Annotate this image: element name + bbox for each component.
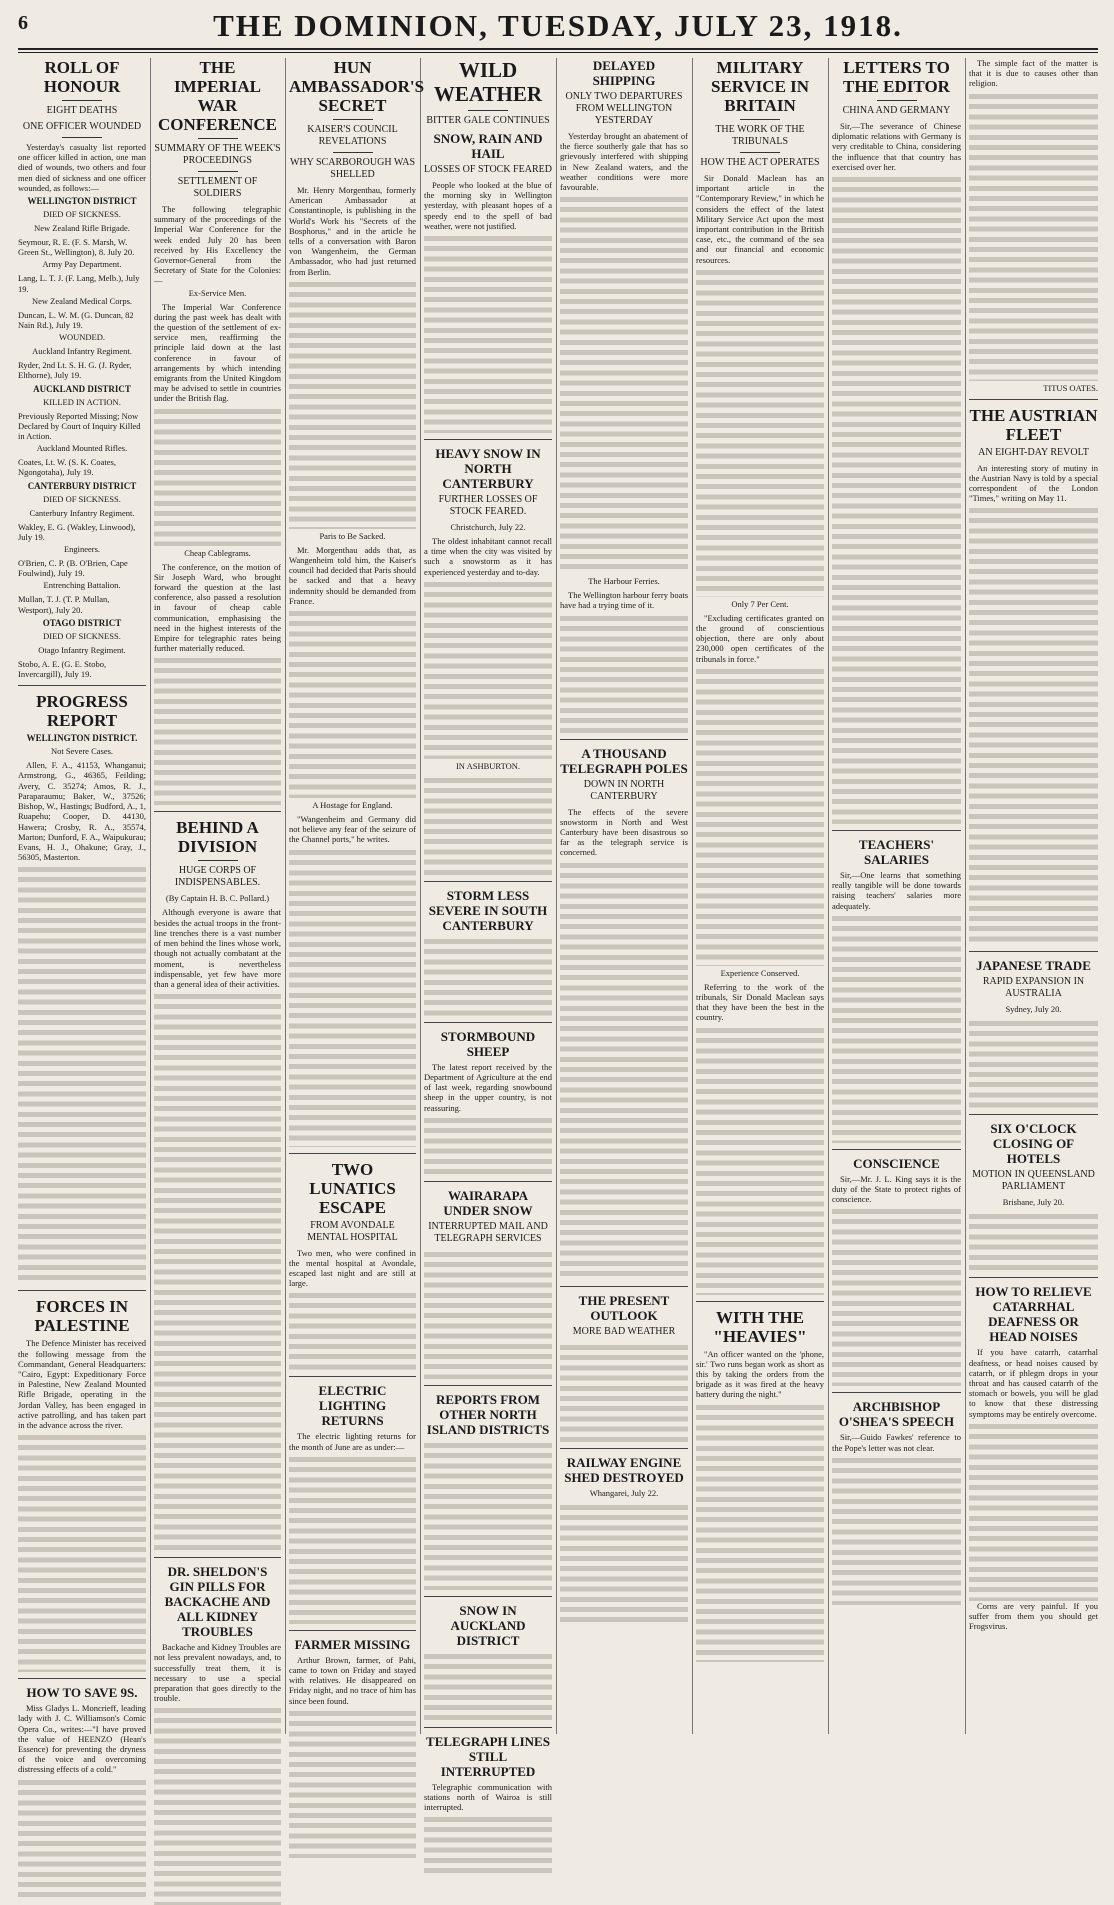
article-heading: DELAYED SHIPPING [592,58,656,88]
article-subheading: EIGHT DEATHS [46,105,118,116]
article-paragraph: Yesterday brought an abatement of the fierce southerly gale that has so grievously interfered with shipping in New Zealand waters, and the weather conditions were more favourable. [560,131,688,193]
letter-paragraph: Sir,—Guido Fawkes' reference to the Pope's letter was not clear. [832,1432,961,1453]
article-heading: SNOW, RAIN AND HAIL [433,131,543,161]
article-subheading: DOWN IN NORTH CANTERBURY [583,778,665,802]
casualty-entry: Coates, Lt. W. (S. K. Coates, Ngongotaha), July 19. [18,457,116,478]
text-column-block [832,1206,961,1386]
district-heading: CANTERBURY DISTRICT [27,480,137,491]
article-heading: TEACHERS' SALARIES [858,837,935,868]
text-column-block [560,1502,688,1622]
letter-paragraph: Sir,—One learns that something really tangible will be done towards raising teachers' salaries more adequately. [832,870,961,911]
casualty-category: KILLED IN ACTION. [43,396,121,407]
article-heading: THE AUSTRIAN FLEET [969,405,1098,444]
text-column-block [289,279,416,529]
article-paragraph: People who looked at the blue of the morning sky in Wellington yesterday, with pleasant hopes of a speedy end to the spell of bad weather, were not justified. [424,180,552,231]
text-column-block [154,655,281,805]
byline: Whangarei, July 22. [589,1487,659,1498]
advertisement-text: If you have catarrh, catarrhal deafness, or head noises caused by catarrh, or if phlegm drops in your throat and has caused catarrh of the stomach or bowels, you will be glad to know that these distressing symptoms may be entirely overcome. [969,1347,1098,1419]
article-heading: JAPANESE TRADE [976,958,1091,974]
advertisement-heading: DR. SHELDON'S GIN PILLS FOR BACKACHE AND ALL KIDNEY TROUBLES [164,1564,271,1640]
article-subheading: INTERRUPTED MAIL AND TELEGRAPH SERVICES [428,1220,548,1244]
article-paragraph: Although everyone is aware that besides the actual troops in the front-line trenches there is a vast number of men behind the lines whose work, though not actually combatant at the moment, is nevertheless indispensable, yet few have more than a general idea of their activities. [154,907,281,989]
text-column-block [696,1402,824,1662]
letter-paragraph: Sir,—The severance of Chinese diplomatic relations with Germany is very creditable to China, considering the influence that that country has exercised over her. [832,121,961,172]
masthead [18,6,1098,46]
text-column-block [696,1025,824,1295]
casualty-entry: Stobo, A. E. (G. E. Stobo, Invercargill), July 19. [18,658,107,680]
text-column-block [969,1018,1098,1108]
article-heading: PROGRESS REPORT [36,692,128,731]
unit-name: Entrenching Battalion. [43,580,121,591]
article-subheading: THE WORK OF THE TRIBUNALS [715,124,805,147]
article-heading: TELEGRAPH LINES STILL INTERRUPTED [426,1733,550,1779]
article-heading: REPORTS FROM OTHER NORTH ISLAND DISTRICTS [426,1391,550,1437]
text-column-block [969,1211,1098,1271]
masthead-rule [18,48,1098,50]
article-subheading: ONLY TWO DEPARTURES FROM WELLINGTON YESTERDAY [565,91,683,126]
masthead-rule-thin [18,52,1098,53]
article-paragraph: The effects of the severe snowstorm in North and West Canterbury have been disastrous so far as the telegraph service is concerned. [560,806,688,858]
section-heading: A Hostage for England. [312,800,393,811]
article-heading: SIX O'CLOCK CLOSING OF HOTELS [990,1121,1077,1167]
district-heading: WELLINGTON DISTRICT. [26,733,138,744]
article-subheading: RAPID EXPANSION IN AUSTRALIA [982,976,1085,1000]
column-4 [424,58,552,1813]
article-subheading: CHINA AND GERMANY [842,105,951,116]
section-heading: Only 7 Per Cent. [731,598,789,609]
casualty-entry: Mullan, T. J. (T. P. Mullan, Westport), July 20. [18,594,110,615]
article-heading: THE IMPERIAL WAR CONFERENCE [157,58,277,134]
column-divider [692,58,693,1734]
column-divider [828,58,829,1734]
article-heading: ROLL OF HONOUR [43,58,121,96]
article-paragraph: "Excluding certificates granted on the ground of conscientious objection, there are only about 230,000 open certificates of the tribunals in force." [696,612,824,664]
byline: (By Captain H. B. C. Pollard.) [165,893,270,904]
text-column-block [18,1777,146,1897]
article-paragraph: The oldest inhabitant cannot recall a time when the city was visited by such a snowstorm as it has experienced yesterday and to-day. [424,536,552,577]
article-heading: TWO LUNATICS ESCAPE [309,1159,396,1217]
byline: Christchurch, July 22. [450,522,526,533]
text-column-block [969,91,1098,381]
article-heading: A THOUSAND TELEGRAPH POLES [560,745,688,776]
article-paragraph: Referring to the work of the tribunals, Sir Donald Maclean says that they have been the best in the country. [696,981,824,1023]
article-paragraph: Two men, who were confined in the mental hospital at Avondale, escaped last night and are still at large. [289,1247,416,1289]
article-paragraph: The electric lighting returns for the month of June are as under:— [289,1431,416,1452]
district-heading: OTAGO DISTRICT [42,617,122,628]
section-heading: Cheap Cablegrams. [184,547,251,558]
casualty-entry: Seymour, R. E. (F. S. Marsh, W. Green St., Wellington), 8. July 20. [18,237,135,258]
text-column-block [154,1705,281,1905]
newspaper-title: THE DOMINION, TUESDAY, JULY 23, 1918. [213,8,903,43]
article-paragraph: "Wangenheim and Germany did not believe any fear of the seizure of the Channel ports," he writes. [289,814,416,845]
unit-name: Otago Infantry Regiment. [38,644,126,655]
article-heading: HUN AMBASSADOR'S SECRET [289,58,425,115]
article-subheading: SETTLEMENT OF SOLDIERS [177,176,258,199]
article-subheading: KAISER'S COUNCIL REVELATIONS [307,124,398,147]
article-heading: WAIRARAPA UNDER SNOW [443,1187,533,1218]
article-paragraph: Allen, F. A., 41153, Whanganui; Armstrong, G., 46365, Feilding; Avery, C. 35274; Amos, R. J., Paraparaumu; Baker, W., 37526; Bishop, W., Hastings; Budford, A., 1, Ruapehu; Cooper, D. 44130, Hawera; Crosby, R. A., 35574, Marton; Dunford, F. A., Waipukurau; Evans, H. J., Ohakune; Gray, J., 56305, Masterton. [18,760,146,863]
article-heading: FARMER MISSING [294,1636,411,1652]
article-paragraph: Arthur Brown, farmer, of Pahi, came to town on Friday and stayed with relatives. He disappeared on Friday night, and no trace of him has since been found. [289,1654,416,1706]
text-column-block [969,505,1098,945]
article-subheading: ONE OFFICER WOUNDED [22,121,142,132]
article-paragraph: Yesterday's casualty list reported one officer killed in action, one man died of wounds, two others and four men died of sickness and one officer wounded, as follows:— [18,142,146,193]
text-column-block [424,936,552,1016]
article-paragraph: Mr. Henry Morgenthau, formerly American Ambassador at Constantinople, is publishing in the World's Work his "Secrets of the Bosphorus," and in the article he tells of a conversation with Baron von Wangenheim, the German Ambassador, who had just returned from Berlin. [289,185,416,277]
text-column-block [424,579,552,759]
text-column-block [424,1814,552,1874]
text-column-block [560,194,688,574]
article-paragraph: The Defence Minister has received the following message from the Commandant, General Headquarters: "Cairo, Egypt: Expeditionary Force in Palestine, New Zealand Mounted Rifle Brigade, operating in the Jordan Valley, has been engaged in active patrolling, and has taken part in the advance across the river. [18,1338,146,1430]
text-column-block [832,913,961,1143]
section-heading: The Harbour Ferries. [588,576,660,587]
article-paragraph: The Imperial War Conference during the past week has dealt with the question of the settlement of ex-service men, reaffirming the principle laid down at the last conference in favour of arrangements by which intending emigrants from the United Kingdom may be advised to settle in countries under the British flag. [154,301,281,404]
article-subheading: HOW THE ACT OPERATES [700,157,820,168]
casualty-category: DIED OF SICKNESS. [43,630,121,641]
column-2 [154,58,281,1734]
text-column-block [18,1432,146,1672]
casualty-entry: O'Brien, C. P. (B. O'Brien, Cape Foulwind), July 19. [18,558,128,579]
column-6 [696,58,824,1734]
section-heading: Experience Conserved. [720,967,800,978]
article-paragraph: The conference, on the motion of Sir Joseph Ward, who brought forward the question at the last conference, also passed a resolution in favour of cheap cable communication, emphasising the need in the highest interests of the Empire for telegraphic rates being further materially reduced. [154,561,281,654]
unit-name: New Zealand Medical Corps. [31,295,133,306]
byline: Brisbane, July 20. [1002,1197,1065,1208]
unit-name: Canterbury Infantry Regiment. [29,507,135,518]
article-subheading: WHY SCARBOROUGH WAS SHELLED [289,157,415,180]
text-column-block [832,174,961,824]
article-subheading: MOTION IN QUEENSLAND PARLIAMENT [972,1169,1095,1193]
text-column-block [832,1455,961,1605]
article-subheading: SUMMARY OF THE WEEK'S PROCEEDINGS [154,143,281,166]
article-heading: BEHIND A DIVISION [176,818,259,857]
casualty-entry: Wakley, E. G. (Wakley, Linwood), July 19. [18,521,136,542]
text-column-block [560,1342,688,1442]
column-7 [832,58,961,1734]
article-subheading: LOSSES OF STOCK FEARED [424,164,552,175]
text-column-block [424,775,552,875]
district-heading: AUCKLAND DISTRICT [33,383,131,394]
column-5 [560,58,688,1734]
article-subheading: FURTHER LOSSES OF STOCK FEARED. [438,494,538,518]
article-heading: WILD WEATHER [433,58,543,106]
advertisement-text: Corns are very painful. If you suffer from them you should get Frogsvirus. [969,1600,1098,1632]
article-paragraph: The latest report received by the Department of Agriculture at the end of last week, regarding snowbound sheep in the upper country, is not reassuring. [424,1061,552,1113]
casualty-category: Not Severe Cases. [50,746,114,757]
text-column-block [560,860,688,1280]
casualty-entry: Ryder, 2nd Lt. S. H. G. (J. Ryder, Elthorne), July 19. [18,360,132,381]
article-heading: RAILWAY ENGINE SHED DESTROYED [564,1454,684,1485]
text-column-block [289,608,416,798]
text-column-block [154,991,281,1551]
advertisement-text: Miss Gladys L. Moncrieff, leading lady with J. C. Williamson's Comic Opera Co., writes:—"I have proved the value of HEENZO (Hean's Essence) for preventing the dryness of the voice and overcoming distressing effects of a cold." [18,1703,146,1775]
column-divider [420,58,421,1734]
article-paragraph: Telegraphic communication with stations north of Wairoa is still interrupted. [424,1781,552,1813]
unit-name: Auckland Mounted Rifles. [36,443,128,454]
text-column-block [424,1440,552,1590]
column-8 [969,58,1098,1734]
page-number: 6 [18,12,28,34]
text-column-block [560,613,688,733]
text-column-block [696,666,824,966]
unit-name: Engineers. [63,544,101,555]
text-column-block [289,1708,416,1858]
article-heading: STORM LESS SEVERE IN SOUTH CANTERBURY [428,887,548,933]
returns-table [289,1454,416,1624]
article-heading: ELECTRIC LIGHTING RETURNS [318,1383,387,1429]
article-heading: MILITARY SERVICE IN BRITAIN [710,58,810,115]
column-divider [285,58,286,1734]
casualty-entry: Lang, L. T. J. (F. Lang, Melb.), July 19. [18,273,140,294]
article-paragraph: The Wellington harbour ferry boats have had a trying time of it. [560,590,689,611]
letter-signature: TITUS OATES. [1043,382,1098,393]
article-paragraph: Sir Donald Maclean has an important article in the "Contemporary Review," in which he considers the effect of the latest Military Service Act upon the most important contribution in the British case, etc., the command of the sea and our financial and economic resources. [696,173,824,265]
letter-paragraph: The simple fact of the matter is that it is due to causes other than religion. [969,58,1098,89]
byline: Sydney, July 20. [1005,1004,1062,1015]
unit-name: New Zealand Rifle Brigade. [34,223,130,234]
text-column-block [154,406,281,546]
casualty-category: DIED OF SICKNESS. [43,493,121,504]
text-column-block [289,847,416,1147]
article-heading: LETTERS TO THE EDITOR [843,58,950,96]
article-heading: THE PRESENT OUTLOOK [578,1292,670,1323]
district-heading: WELLINGTON DISTRICT [27,196,137,207]
text-column-block [18,864,146,1284]
column-divider [965,58,966,1734]
section-heading: Paris to Be Sacked. [319,530,386,541]
article-heading: WITH THE "HEAVIES" [713,1307,807,1346]
advertisement-heading: HOW TO RELIEVE CATARRHAL DEAFNESS OR HEAD NOISES [975,1284,1092,1345]
article-paragraph: An interesting story of mutiny in the Austrian Navy is told by a special correspondent of the London "Times," writing on May 11. [969,462,1098,504]
article-paragraph: Mr. Morgenthau adds that, as Wangenheim told him, the Kaiser's council had decided that Paris should be sacked and that a heavy indemnity should be demanded from France. [289,544,416,606]
text-column-block [424,233,552,433]
section-heading: Ex-Service Men. [188,287,247,298]
article-paragraph: The following telegraphic summary of the proceedings of the Imperial War Conference for the week ended July 20 has been received by His Excellency the Governor-General from the Secretary of State for the Colonies:— [154,204,281,286]
article-heading: FORCES IN PALESTINE [34,1297,130,1336]
text-column-block [969,1421,1098,1601]
section-heading: IN ASHBURTON. [455,760,521,771]
casualty-entry: Duncan, L. W. M. (G. Duncan, 82 Nain Rd.), July 19. [18,309,134,331]
column-divider [150,58,151,1734]
casualty-category: WOUNDED. [58,332,106,343]
text-column-block [424,1651,552,1721]
article-subheading: MORE BAD WEATHER [572,1325,676,1337]
article-subheading: BITTER GALE CONTINUES [426,115,550,126]
article-paragraph: "An officer wanted on the 'phone, sir.' Two runs began work as short as this by taking the orders from the brigade as it was fired at the heavy battery during the night." [696,1348,824,1400]
article-heading: SNOW IN AUCKLAND DISTRICT [450,1602,526,1648]
article-heading: STORMBOUND SHEEP [440,1028,536,1059]
advertisement-heading: HOW TO SAVE 9S. [26,1685,138,1701]
casualty-entry: Previously Reported Missing; Now Declared by Court of Inquiry Killed in Action. [18,410,141,442]
column-3 [289,58,425,1734]
text-column-block [696,267,824,597]
article-heading: HEAVY SNOW IN NORTH CANTERBURY [435,446,541,492]
article-subheading: FROM AVONDALE MENTAL HOSPITAL [307,1219,398,1243]
text-column-block [424,1115,552,1175]
article-heading: ARCHBISHOP O'SHEA'S SPEECH [838,1399,955,1430]
letter-paragraph: Sir,—Mr. J. L. King says it is the duty of the State to protect rights of conscience. [832,1173,961,1205]
text-column-block [424,1249,552,1379]
article-subheading: HUGE CORPS OF INDISPENSABLES. [174,865,261,889]
article-subheading: AN EIGHT-DAY REVOLT [978,446,1089,458]
article-heading: CONSCIENCE [853,1155,940,1171]
column-1 [18,58,146,1775]
unit-name: Army Pay Department. [42,259,122,270]
unit-name: Auckland Infantry Regiment. [32,346,132,357]
text-column-block [289,1290,416,1370]
casualty-category: DIED OF SICKNESS. [43,209,121,220]
advertisement-text: Backache and Kidney Troubles are not less prevalent nowadays, and, to successfully treat them, it is necessary to use a special preparation that goes directly to the trouble. [154,1642,281,1704]
column-divider [556,58,557,1734]
